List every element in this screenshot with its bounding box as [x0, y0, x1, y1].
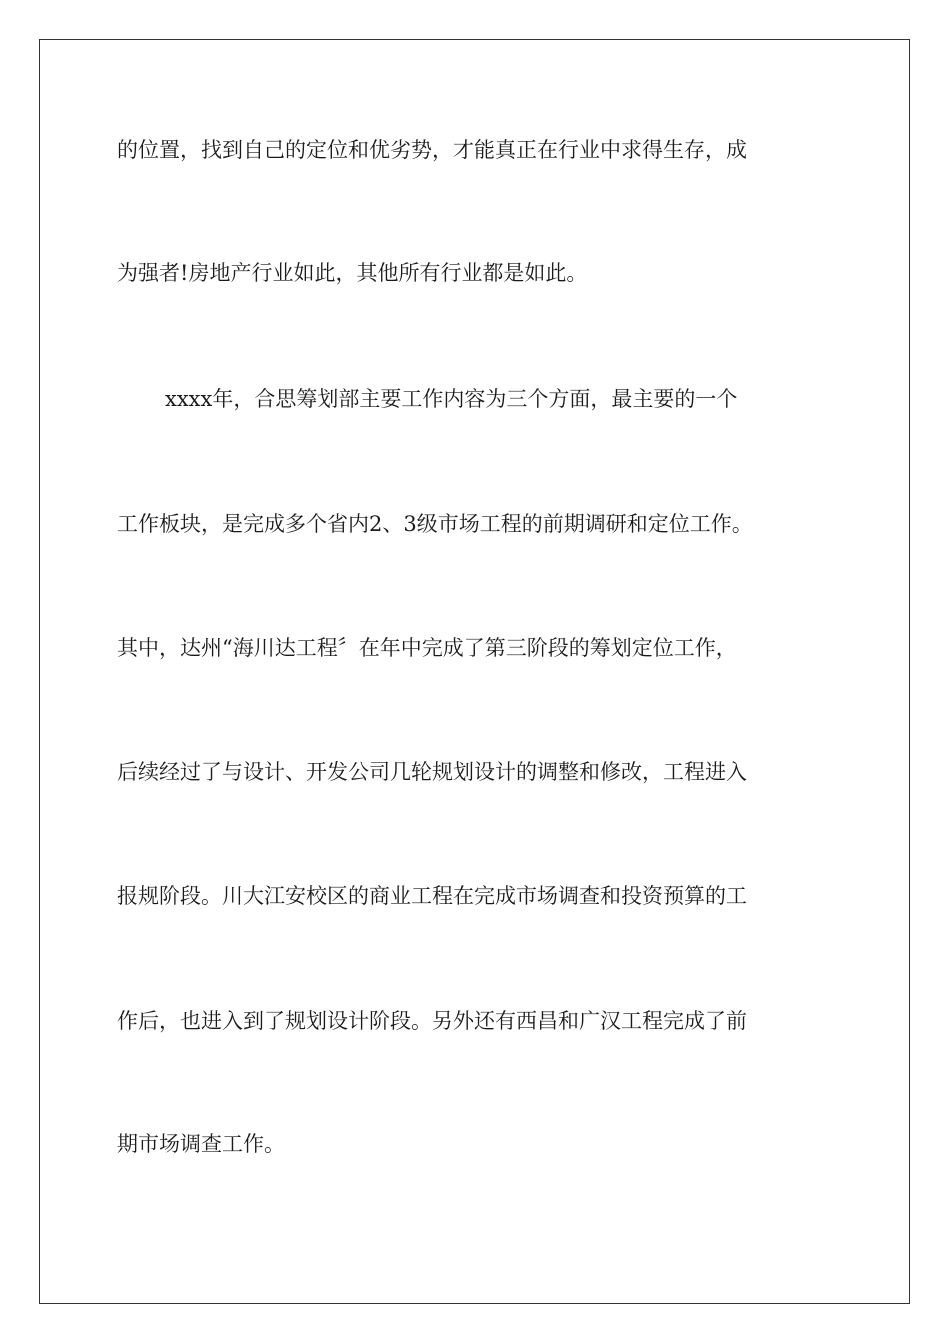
text-line: 为强者!房地产行业如此，其他所有行业都是如此。 — [117, 261, 588, 285]
text-line: 的位置，找到自己的定位和优劣势，才能真正在行业中求得生存，成 — [117, 138, 747, 162]
text-line: 期市场调查工作。 — [117, 1132, 285, 1156]
text-line: 后续经过了与设计、开发公司几轮规划设计的调整和修改，工程进入 — [117, 760, 747, 784]
text-line: 其中，达州“海川达工程〞在年中完成了第三阶段的筹划定位工作， — [117, 636, 737, 660]
paragraph-start-line: xxxx年，合思筹划部主要工作内容为三个方面，最主要的一个 — [165, 387, 738, 411]
text-line: 工作板块，是完成多个省内2、3级市场工程的前期调研和定位工作。 — [117, 512, 753, 536]
text-line: 作后，也进入到了规划设计阶段。另外还有西昌和广汉工程完成了前 — [117, 1009, 747, 1033]
page-border — [39, 39, 910, 1304]
text-line: 报规阶段。川大江安校区的商业工程在完成市场调查和投资预算的工 — [117, 884, 747, 908]
